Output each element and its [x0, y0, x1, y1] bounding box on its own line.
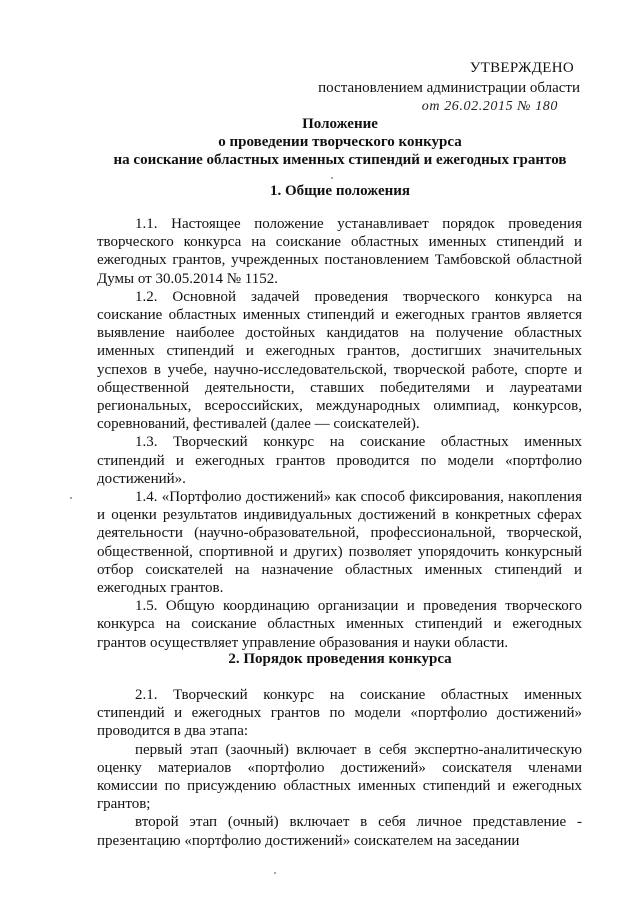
paragraph-2-1-stage-1: первый этап (заочный) включает в себя экспертно-аналитическую оценку материалов «портфолио достижений» соискателя членами комиссии по присуждению областных именных стипендий и ежегодных грантов;	[97, 741, 582, 813]
approval-stamp	[310, 60, 580, 115]
paragraph-2-1: 2.1. Творческий конкурс на соискание областных именных стипендий и ежегодных грантов по модели «портфолио достижений» проводится в два этапа:	[97, 687, 582, 740]
section-1-body	[97, 215, 582, 652]
section-1-heading: 1. Общие положения	[269, 183, 411, 199]
paragraph-1-3: 1.3. Творческий конкурс на соискание областных именных стипендий и ежегодных грантов проводится по модели «портфолио достижений».	[97, 434, 582, 487]
paragraph-2-1-stage-2: второй этап (очный) включает в себя личное представление - презентацию «портфолио достижений» соискателем на заседании	[97, 814, 582, 849]
approval-authority: постановлением администрации области	[318, 80, 580, 96]
title-line-2: о проведении творческого конкурса	[218, 134, 462, 150]
approval-word: УТВЕРЖДЕНО	[469, 60, 574, 76]
scan-speck	[70, 497, 72, 499]
section-2-heading: 2. Порядок проведения конкурса	[228, 651, 452, 667]
section-2-body	[97, 686, 582, 850]
document-title	[100, 115, 580, 169]
paragraph-1-5: 1.5. Общую координацию организации и проведения творческого конкурса на соискание областных именных стипендий и ежегодных грантов осуществляет управление образования и науки области.	[97, 598, 582, 651]
scan-speck	[331, 177, 333, 179]
paragraph-1-4: 1.4. «Портфолио достижений» как способ фиксирования, накопления и оценки результатов индивидуальных достижений в конкретных сферах деятельности (научно-образовательной, профессиональной, творческой, общественной, спортивной и других) позволяет упорядочить конкурсный отбор соискателей на назначение областных именных стипендий и ежегодных грантов.	[97, 489, 582, 597]
handwritten-date: от 26.02.2015 № 180	[421, 99, 558, 114]
paragraph-1-1: 1.1. Настоящее положение устанавливает порядок проведения творческого конкурса на соискание областных именных стипендий и ежегодных грантов, учрежденных постановлением Тамбовской областной Думы от 30.05.2014 № 1152.	[97, 216, 582, 287]
title-line-1: Положение	[302, 116, 378, 132]
scan-speck	[274, 872, 276, 874]
paragraph-1-2: 1.2. Основной задачей проведения творческого конкурса на соискание областных именных стипендий и ежегодных грантов является выявление наиболее достойных кандидатов на получение областных именных стипендий и ежегодных грантов, достигших значительных успехов в учебе, научно-исследовательской, творческой работе, спорте и общественной деятельности, ставших победителями и лауреатами региональных, всероссийских, международных олимпиад, конкурсов, соревнований, фестивалей (далее — соискателей).	[97, 288, 582, 433]
title-line-3: на соискание областных именных стипендий и ежегодных грантов	[113, 152, 567, 168]
